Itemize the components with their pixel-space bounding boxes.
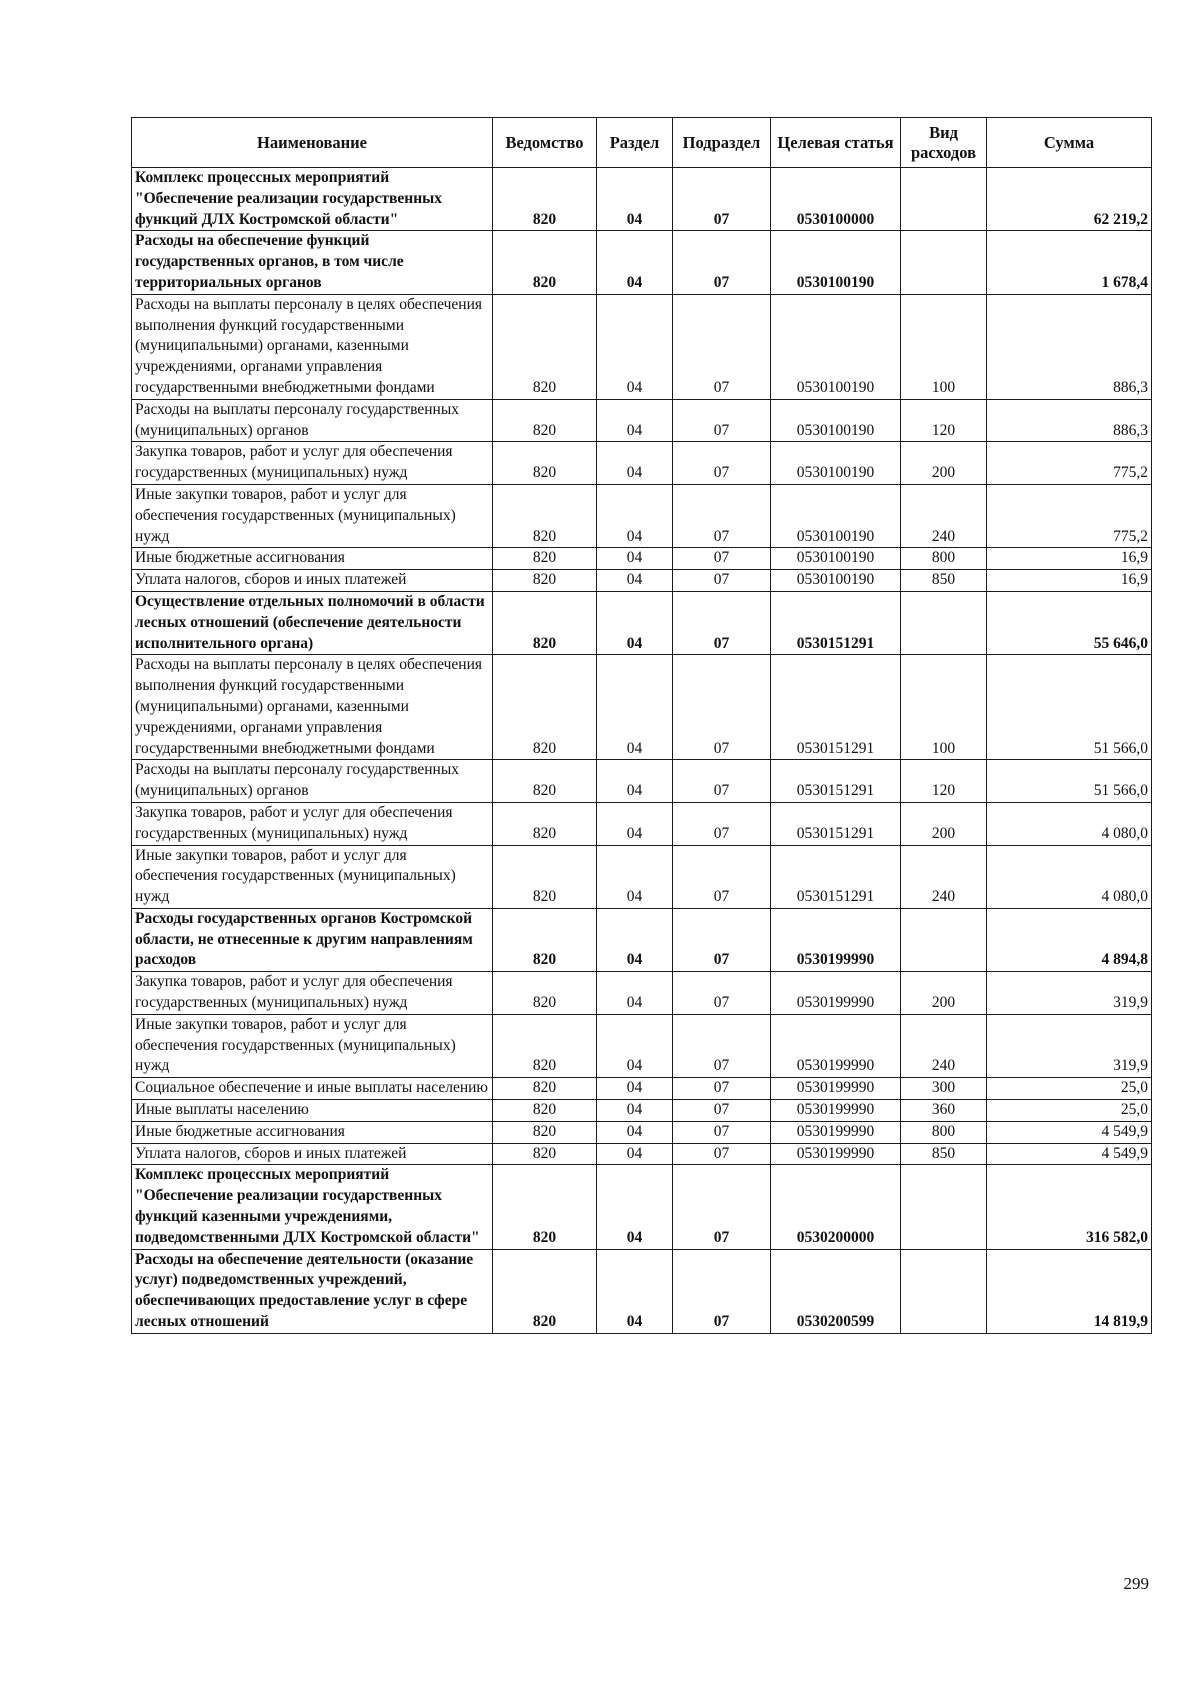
row-vedomstvo: 820 [493, 570, 597, 592]
row-name: Расходы на обеспечение деятельности (оказание услуг) подведомственных учреждений, обеспечивающих предоставление услуг в сфере лесных отношений [132, 1249, 493, 1333]
row-name: Социальное обеспечение и иные выплаты населению [132, 1078, 493, 1100]
page-number: 299 [1123, 1574, 1149, 1593]
row-expense-type: 800 [901, 548, 987, 570]
table-row [132, 168, 1152, 231]
row-podrazdel: 07 [673, 442, 771, 485]
row-razdel: 04 [597, 1121, 673, 1143]
row-target-article: 0530100190 [771, 570, 901, 592]
row-podrazdel: 07 [673, 1078, 771, 1100]
row-razdel: 04 [597, 1078, 673, 1100]
row-razdel: 04 [597, 231, 673, 294]
row-podrazdel: 07 [673, 845, 771, 908]
row-name: Закупка товаров, работ и услуг для обеспечения государственных (муниципальных) нужд [132, 972, 493, 1015]
row-vedomstvo: 820 [493, 760, 597, 803]
row-target-article: 0530199990 [771, 1078, 901, 1100]
row-podrazdel: 07 [673, 1165, 771, 1249]
row-podrazdel: 07 [673, 908, 771, 971]
table-header-row [132, 118, 1152, 168]
row-sum: 775,2 [987, 484, 1152, 547]
row-target-article: 0530100000 [771, 168, 901, 231]
row-podrazdel: 07 [673, 168, 771, 231]
table-row [132, 484, 1152, 547]
row-name: Расходы на выплаты персоналу в целях обеспечения выполнения функций государственными (муниципальными) органами, казенными учреждениями, органами управления государственными внебюджетными фондами [132, 655, 493, 760]
row-expense-type [901, 1249, 987, 1333]
row-podrazdel: 07 [673, 760, 771, 803]
row-name: Расходы на выплаты персоналу государственных (муниципальных) органов [132, 760, 493, 803]
row-name: Комплекс процессных мероприятий "Обеспечение реализации государственных функций казенными учреждениями, подведомственными ДЛХ Костромской области" [132, 1165, 493, 1249]
row-razdel: 04 [597, 908, 673, 971]
row-target-article: 0530151291 [771, 655, 901, 760]
row-name: Закупка товаров, работ и услуг для обеспечения государственных (муниципальных) нужд [132, 802, 493, 845]
table-row [132, 570, 1152, 592]
row-sum: 4 894,8 [987, 908, 1152, 971]
header-target-article: Целевая статья [771, 118, 901, 168]
row-sum: 886,3 [987, 399, 1152, 442]
table-row [132, 1143, 1152, 1165]
table-row [132, 294, 1152, 399]
row-expense-type [901, 908, 987, 971]
row-razdel: 04 [597, 972, 673, 1015]
row-name: Иные выплаты населению [132, 1100, 493, 1122]
row-razdel: 04 [597, 591, 673, 654]
row-name: Уплата налогов, сборов и иных платежей [132, 570, 493, 592]
row-name: Иные закупки товаров, работ и услуг для обеспечения государственных (муниципальных) нужд [132, 1014, 493, 1077]
row-sum: 51 566,0 [987, 655, 1152, 760]
table-row [132, 802, 1152, 845]
row-name: Расходы государственных органов Костромской области, не отнесенные к другим направлениям расходов [132, 908, 493, 971]
row-target-article: 0530100190 [771, 484, 901, 547]
row-razdel: 04 [597, 1249, 673, 1333]
row-expense-type: 240 [901, 845, 987, 908]
row-sum: 4 080,0 [987, 802, 1152, 845]
row-vedomstvo: 820 [493, 1014, 597, 1077]
row-name: Комплекс процессных мероприятий "Обеспечение реализации государственных функций ДЛХ Костромской области" [132, 168, 493, 231]
row-expense-type: 120 [901, 760, 987, 803]
table-row [132, 760, 1152, 803]
row-razdel: 04 [597, 442, 673, 485]
header-podrazdel: Подраздел [673, 118, 771, 168]
row-vedomstvo: 820 [493, 802, 597, 845]
table-row [132, 1165, 1152, 1249]
header-name: Наименование [132, 118, 493, 168]
row-expense-type [901, 231, 987, 294]
table-body [132, 168, 1152, 1334]
row-expense-type: 200 [901, 802, 987, 845]
row-sum: 16,9 [987, 570, 1152, 592]
row-target-article: 0530100190 [771, 548, 901, 570]
row-expense-type: 240 [901, 484, 987, 547]
row-target-article: 0530199990 [771, 908, 901, 971]
row-sum: 319,9 [987, 972, 1152, 1015]
row-target-article: 0530151291 [771, 591, 901, 654]
row-vedomstvo: 820 [493, 231, 597, 294]
row-sum: 16,9 [987, 548, 1152, 570]
row-sum: 4 549,9 [987, 1143, 1152, 1165]
table-row [132, 399, 1152, 442]
table-row [132, 1014, 1152, 1077]
row-podrazdel: 07 [673, 1121, 771, 1143]
table-row [132, 908, 1152, 971]
row-podrazdel: 07 [673, 972, 771, 1015]
row-expense-type: 300 [901, 1078, 987, 1100]
row-target-article: 0530199990 [771, 1143, 901, 1165]
row-expense-type: 240 [901, 1014, 987, 1077]
row-podrazdel: 07 [673, 802, 771, 845]
table-row [132, 845, 1152, 908]
row-razdel: 04 [597, 294, 673, 399]
row-sum: 4 080,0 [987, 845, 1152, 908]
row-target-article: 0530100190 [771, 442, 901, 485]
row-target-article: 0530100190 [771, 399, 901, 442]
row-expense-type: 200 [901, 442, 987, 485]
row-expense-type [901, 591, 987, 654]
row-target-article: 0530151291 [771, 760, 901, 803]
row-name: Иные закупки товаров, работ и услуг для обеспечения государственных (муниципальных) нужд [132, 845, 493, 908]
row-target-article: 0530100190 [771, 294, 901, 399]
table-row [132, 1100, 1152, 1122]
row-expense-type: 850 [901, 570, 987, 592]
table-row [132, 1121, 1152, 1143]
row-vedomstvo: 820 [493, 442, 597, 485]
row-vedomstvo: 820 [493, 972, 597, 1015]
row-podrazdel: 07 [673, 1143, 771, 1165]
row-razdel: 04 [597, 655, 673, 760]
header-sum: Сумма [987, 118, 1152, 168]
row-expense-type [901, 1165, 987, 1249]
row-razdel: 04 [597, 168, 673, 231]
row-vedomstvo: 820 [493, 484, 597, 547]
row-vedomstvo: 820 [493, 1249, 597, 1333]
row-target-article: 0530199990 [771, 1100, 901, 1122]
row-target-article: 0530200000 [771, 1165, 901, 1249]
row-name: Закупка товаров, работ и услуг для обеспечения государственных (муниципальных) нужд [132, 442, 493, 485]
row-razdel: 04 [597, 1100, 673, 1122]
row-sum: 55 646,0 [987, 591, 1152, 654]
row-vedomstvo: 820 [493, 1143, 597, 1165]
row-vedomstvo: 820 [493, 1078, 597, 1100]
row-name: Иные бюджетные ассигнования [132, 1121, 493, 1143]
row-sum: 25,0 [987, 1078, 1152, 1100]
row-podrazdel: 07 [673, 655, 771, 760]
row-podrazdel: 07 [673, 231, 771, 294]
row-name: Уплата налогов, сборов и иных платежей [132, 1143, 493, 1165]
row-razdel: 04 [597, 760, 673, 803]
row-vedomstvo: 820 [493, 294, 597, 399]
row-podrazdel: 07 [673, 548, 771, 570]
row-vedomstvo: 820 [493, 399, 597, 442]
row-sum: 316 582,0 [987, 1165, 1152, 1249]
row-sum: 319,9 [987, 1014, 1152, 1077]
row-podrazdel: 07 [673, 1249, 771, 1333]
row-sum: 51 566,0 [987, 760, 1152, 803]
row-razdel: 04 [597, 548, 673, 570]
row-vedomstvo: 820 [493, 1121, 597, 1143]
table-row [132, 548, 1152, 570]
table-row [132, 655, 1152, 760]
row-expense-type: 100 [901, 294, 987, 399]
row-target-article: 0530200599 [771, 1249, 901, 1333]
row-vedomstvo: 820 [493, 845, 597, 908]
row-target-article: 0530199990 [771, 1014, 901, 1077]
row-podrazdel: 07 [673, 1100, 771, 1122]
row-sum: 886,3 [987, 294, 1152, 399]
row-target-article: 0530199990 [771, 972, 901, 1015]
row-razdel: 04 [597, 1014, 673, 1077]
row-sum: 62 219,2 [987, 168, 1152, 231]
row-target-article: 0530100190 [771, 231, 901, 294]
row-podrazdel: 07 [673, 591, 771, 654]
row-vedomstvo: 820 [493, 655, 597, 760]
row-podrazdel: 07 [673, 570, 771, 592]
row-sum: 1 678,4 [987, 231, 1152, 294]
row-target-article: 0530199990 [771, 1121, 901, 1143]
table-row [132, 972, 1152, 1015]
row-vedomstvo: 820 [493, 1100, 597, 1122]
row-razdel: 04 [597, 399, 673, 442]
table-row [132, 231, 1152, 294]
row-name: Иные закупки товаров, работ и услуг для обеспечения государственных (муниципальных) нужд [132, 484, 493, 547]
header-razdel: Раздел [597, 118, 673, 168]
row-sum: 25,0 [987, 1100, 1152, 1122]
row-razdel: 04 [597, 845, 673, 908]
row-expense-type: 200 [901, 972, 987, 1015]
row-vedomstvo: 820 [493, 168, 597, 231]
row-expense-type: 850 [901, 1143, 987, 1165]
row-sum: 4 549,9 [987, 1121, 1152, 1143]
row-name: Расходы на обеспечение функций государственных органов, в том числе территориальных органов [132, 231, 493, 294]
row-vedomstvo: 820 [493, 1165, 597, 1249]
row-target-article: 0530151291 [771, 845, 901, 908]
row-expense-type [901, 168, 987, 231]
row-expense-type: 120 [901, 399, 987, 442]
row-name: Осуществление отдельных полномочий в области лесных отношений (обеспечение деятельности исполнительного органа) [132, 591, 493, 654]
row-razdel: 04 [597, 484, 673, 547]
row-vedomstvo: 820 [493, 908, 597, 971]
header-vedomstvo: Ведомство [493, 118, 597, 168]
row-expense-type: 100 [901, 655, 987, 760]
row-name: Расходы на выплаты персоналу государственных (муниципальных) органов [132, 399, 493, 442]
row-podrazdel: 07 [673, 1014, 771, 1077]
row-podrazdel: 07 [673, 294, 771, 399]
row-podrazdel: 07 [673, 399, 771, 442]
row-expense-type: 360 [901, 1100, 987, 1122]
row-podrazdel: 07 [673, 484, 771, 547]
row-vedomstvo: 820 [493, 591, 597, 654]
row-razdel: 04 [597, 570, 673, 592]
row-vedomstvo: 820 [493, 548, 597, 570]
row-razdel: 04 [597, 1143, 673, 1165]
header-expense-type: Вид расходов [901, 118, 987, 168]
table-row [132, 591, 1152, 654]
row-sum: 14 819,9 [987, 1249, 1152, 1333]
row-expense-type: 800 [901, 1121, 987, 1143]
table-row [132, 1249, 1152, 1333]
row-name: Иные бюджетные ассигнования [132, 548, 493, 570]
row-sum: 775,2 [987, 442, 1152, 485]
table-row [132, 1078, 1152, 1100]
table-row [132, 442, 1152, 485]
row-razdel: 04 [597, 1165, 673, 1249]
row-razdel: 04 [597, 802, 673, 845]
row-name: Расходы на выплаты персоналу в целях обеспечения выполнения функций государственными (муниципальными) органами, казенными учреждениями, органами управления государственными внебюджетными фондами [132, 294, 493, 399]
row-target-article: 0530151291 [771, 802, 901, 845]
budget-table [131, 117, 1152, 1334]
